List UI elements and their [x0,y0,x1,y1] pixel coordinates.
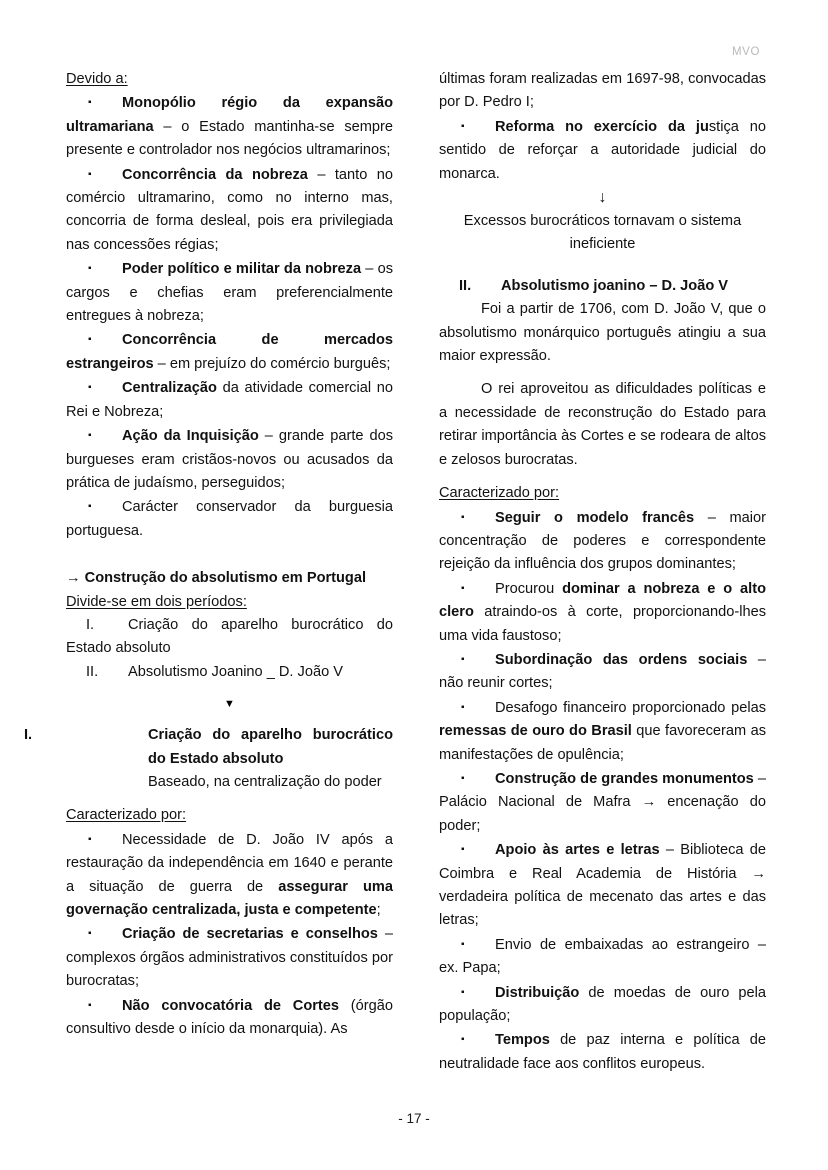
list-item-roman: I. Criação do aparelho burocrático do Estado absoluto [66,614,393,661]
square-bullet-icon: ▪ [461,120,465,132]
spacer [439,257,766,275]
square-bullet-icon: ▪ [88,999,92,1011]
lead-devido-a: Devido a: [66,71,128,87]
roman-numeral: I. [24,727,33,744]
left-column [24,68,394,1078]
square-bullet-icon: ▪ [88,833,92,845]
two-column-body [24,68,767,1078]
subsection-heading-part-two: II. Absolutismo joanino – D. João V [439,275,766,298]
conclusion-text: Excessos burocráticos tornavam o sistema ineficiente [463,213,742,253]
down-triangle-icon: ▼ [224,698,235,711]
square-bullet-icon: ▪ [461,844,465,856]
list-item: ▪ Poder político e militar da nobreza – os cargos e chefias eram preferencialmente entregues à nobreza; [66,257,393,328]
square-bullet-icon: ▪ [88,430,92,442]
square-bullet-icon: ▪ [461,938,465,950]
list-item: ▪ Distribuição de moedas de ouro pela população; [439,981,766,1029]
list-item: ▪ Centralização da atividade comercial no Rei e Nobreza; [66,376,393,424]
list-item: ▪ Criação de secretarias e conselhos – complexos órgãos administrativos constituídos por burocratas; [66,922,393,993]
square-bullet-icon: ▪ [88,501,92,513]
list-item: ▪ Concorrência de mercados estrangeiros – em prejuízo do comércio burguês; [66,328,393,376]
list-item: ▪ Não convocatória de Cortes (órgão consultivo desde o início da monarquia). As [66,994,393,1042]
down-arrow-icon: ↓ [598,189,607,207]
spacer [66,543,393,567]
square-bullet-icon: ▪ [88,382,92,394]
list-item: ▪ Subordinação das ordens sociais – não reunir cortes; [439,648,766,696]
square-bullet-icon: ▪ [88,263,92,275]
right-column [439,68,766,1078]
list-item: ▪ Reforma no exercício da justiça no sentido de reforçar a autoridade judicial do monarca. [439,115,766,186]
lead-caracterizado-por: Caracterizado por: [439,485,560,502]
lead-caracterizado-por: Caracterizado por: [66,807,187,824]
list-item: ▪ Desafogo financeiro proporcionado pelas remessas de ouro do Brasil que favoreceram as manifestações de opulência; [439,696,766,767]
list-item: ▪ Monopólio régio da expansão ultramariana – o Estado mantinha-se sempre presente e controlador nos negócios ultramarinos; [66,91,393,162]
list-item: ▪ Construção de grandes monumentos – Palácio Nacional de Mafra → encenação do poder; [439,767,766,838]
square-bullet-icon: ▪ [461,772,465,784]
list-item: ▪ Seguir o modelo francês – maior concentração de poderes e correspondente rejeição da influência dos grupos dominantes; [439,506,766,577]
square-bullet-icon: ▪ [461,511,465,523]
right-arrow-icon: → [66,570,81,587]
subsection-heading-part-one: I. Criação do aparelho burocrático do Estado absoluto [66,724,393,771]
section-heading: → Construção do absolutismo em Portugal [66,570,367,587]
square-bullet-icon: ▪ [88,928,92,940]
square-bullet-icon: ▪ [461,1034,465,1046]
list-item: ▪ Carácter conservador da burguesia portuguesa. [66,495,393,543]
square-bullet-icon: ▪ [461,653,465,665]
square-bullet-icon: ▪ [88,334,92,346]
paragraph: O rei aproveitou as dificuldades políticas e a necessidade de reconstrução do Estado para retirar importância às Cortes e se rodeara de altos e zelosos burocratas. [439,381,766,468]
list-item: ▪ Envio de embaixadas ao estrangeiro – ex. Papa; [439,933,766,981]
list-item-roman: II. Absolutismo Joanino _ D. João V [66,661,393,684]
square-bullet-icon: ▪ [461,582,465,594]
roman-numeral: II. [459,277,472,294]
list-item: ▪ Tempos de paz interna e política de neutralidade face aos conflitos europeus. [439,1028,766,1076]
list-item: ▪ Concorrência da nobreza – tanto no comércio ultramarino, como no interno mas, concorria de forma desleal, pois era privilegiada nas concessões régias; [66,163,393,258]
square-bullet-icon: ▪ [461,701,465,713]
square-bullet-icon: ▪ [88,97,92,109]
spacer [66,684,393,694]
list-item: ▪ Procurou dominar a nobreza e o alto clero atraindo-os à corte, proporcionando-lhes uma vida faustoso; [439,577,766,648]
page-number: - 17 - [398,1111,430,1126]
list-item: ▪ Necessidade de D. João IV após a restauração da independência em 1640 e perante a situação de guerra de assegurar uma governação centralizada, justa e competente; [66,828,393,923]
spacer [439,472,766,482]
subsection-subtitle: Baseado, na centralização do poder [148,773,382,790]
square-bullet-icon: ▪ [88,168,92,180]
list-item: ▪ Ação da Inquisição – grande parte dos burgueses eram cristãos-novos ou acusados da prática de judaísmo, perseguidos; [66,424,393,495]
list-item: ▪ Apoio às artes e letras – Biblioteca de Coimbra e Real Academia de História → verdadeira política de mecenato das artes e das letras; [439,838,766,933]
spacer [439,368,766,378]
square-bullet-icon: ▪ [461,986,465,998]
roman-numeral: I. [86,616,95,633]
watermark-mvo: MVO [732,46,760,58]
paragraph: Foi a partir de 1706, com D. João V, que o absolutismo monárquico português atingiu a sua maior expressão. [439,301,766,365]
continuation-paragraph: últimas foram realizadas em 1697-98, convocadas por D. Pedro I; [439,71,766,111]
spacer [66,714,393,724]
spacer [66,794,393,804]
roman-numeral: II. [86,663,99,680]
lead-divide-se: Divide-se em dois períodos: [66,593,247,610]
